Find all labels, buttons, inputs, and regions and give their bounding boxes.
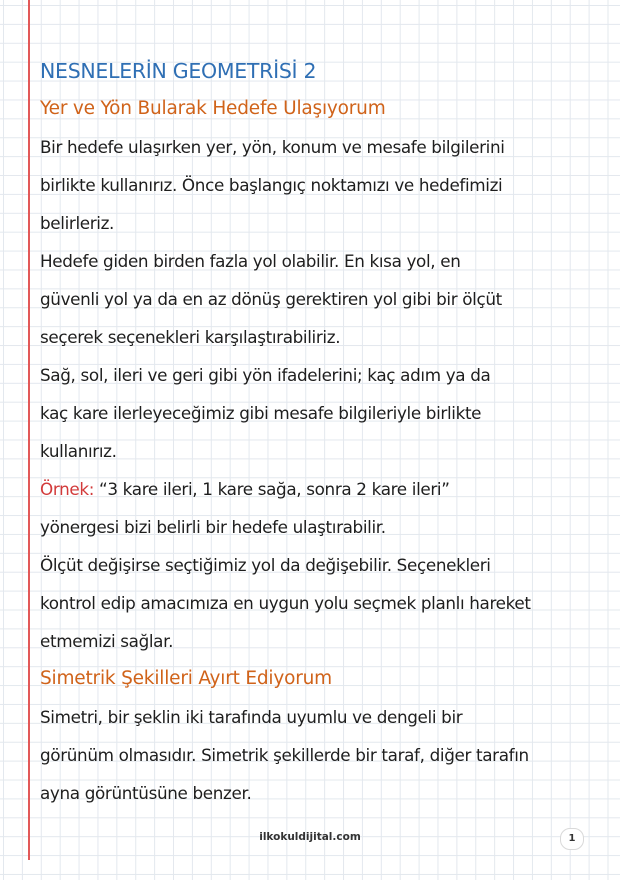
red-margin-line [28, 0, 30, 860]
example-text: “3 kare ileri, 1 kare sağa, sonra 2 kare ileri” [94, 479, 450, 499]
body-line: Simetri, bir şeklin iki tarafında uyumlu ve dengeli bir [40, 707, 463, 727]
body-line: kaç kare ilerleyeceğimiz gibi mesafe bilgileriyle birlikte [40, 403, 482, 423]
page-number-badge: 1 [560, 828, 584, 850]
body-line: birlikte kullanırız. Önce başlangıç noktamızı ve hedefimizi [40, 175, 503, 195]
body-line: kullanırız. [40, 441, 117, 461]
body-line: ayna görüntüsüne benzer. [40, 783, 252, 803]
body-line: etmemizi sağlar. [40, 631, 174, 651]
section-heading-symmetry: Simetrik Şekilleri Ayırt Ediyorum [40, 668, 332, 689]
body-line: yönergesi bizi belirli bir hedefe ulaştırabilir. [40, 517, 386, 537]
body-line: güvenli yol ya da en az dönüş gerektiren yol gibi bir ölçüt [40, 289, 502, 309]
body-line: belirleriz. [40, 213, 115, 233]
section-heading-directions: Yer ve Yön Bularak Hedefe Ulaşıyorum [40, 98, 386, 119]
body-line: görünüm olmasıdır. Simetrik şekillerde bir taraf, diğer tarafın [40, 745, 529, 765]
body-line: Bir hedefe ulaşırken yer, yön, konum ve mesafe bilgilerini [40, 137, 505, 157]
page-title: NESNELERİN GEOMETRİSİ 2 [40, 59, 317, 83]
body-line: seçerek seçenekleri karşılaştırabiliriz. [40, 327, 341, 347]
worksheet [40, 52, 600, 812]
example-line [40, 470, 600, 508]
body-line: Hedefe giden birden fazla yol olabilir. En kısa yol, en [40, 251, 461, 271]
example-label: Örnek: [40, 479, 95, 499]
footer-website: ilkokuldijital.com [259, 831, 361, 843]
body-line: Ölçüt değişirse seçtiğimiz yol da değişebilir. Seçenekleri [40, 555, 491, 575]
body-line: Sağ, sol, ileri ve geri gibi yön ifadelerini; kaç adım ya da [40, 365, 491, 385]
body-line: kontrol edip amacımıza en uygun yolu seçmek planlı hareket [40, 593, 531, 613]
